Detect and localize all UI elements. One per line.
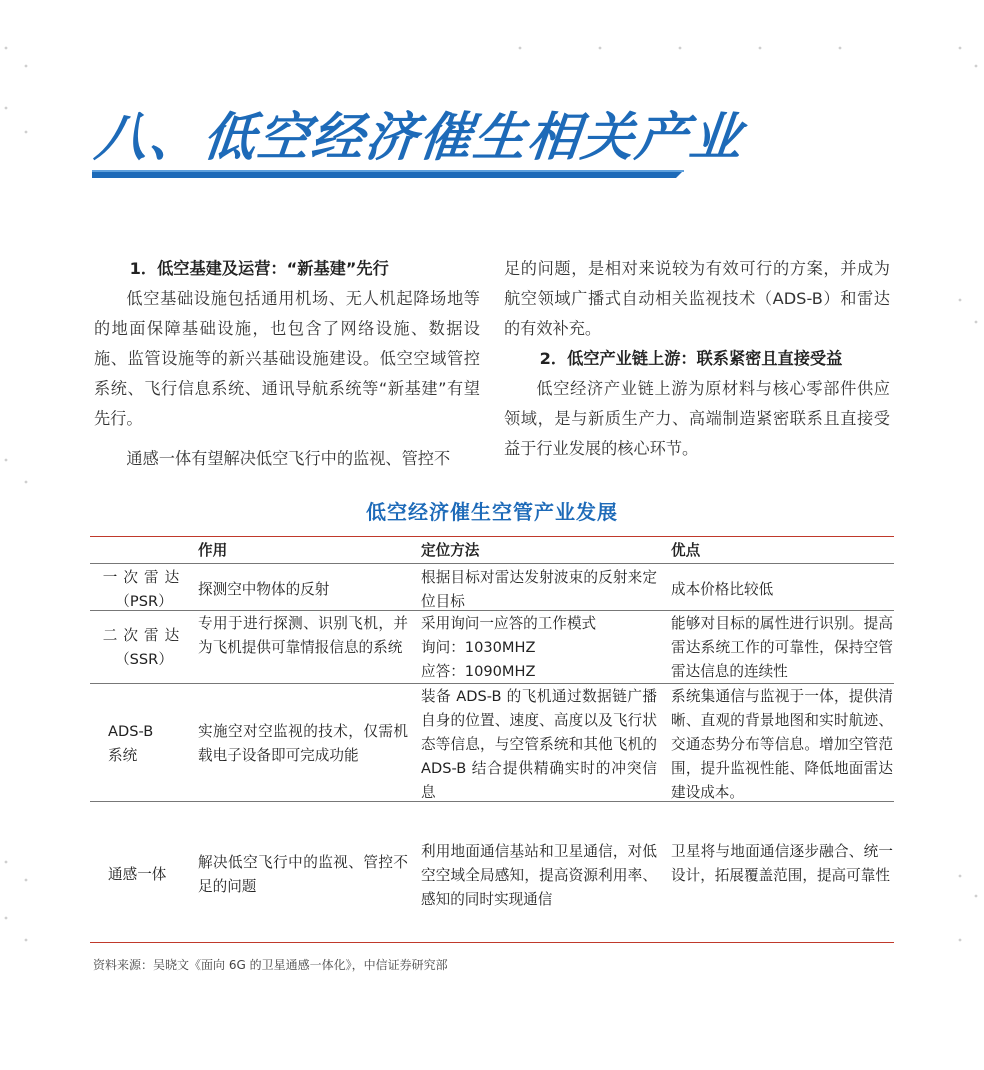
decorative-dot	[975, 65, 978, 68]
decorative-dot	[959, 875, 962, 878]
table-row-isac-method: 利用地面通信基站和卫星通信，对低空空域全局感知，提高资源利用率、感知的同时实现通信	[421, 843, 657, 908]
table-row-ssr-function: 专用于进行探测、识别飞机，并为飞机提供可靠情报信息的系统	[198, 615, 408, 656]
table-row-rule	[90, 610, 894, 611]
paragraph-isac-end: 足的问题，是相对来说较为有效可行的方案，并成为航空领域广播式自动相关监视技术（ADS-B）和雷达的有效补充。	[504, 259, 890, 338]
page-title: 八、低空经济催生相关产业	[92, 108, 747, 168]
decorative-dot	[519, 47, 522, 50]
table-row-psr-method: 根据目标对雷达发射波束的反射来定位目标	[421, 569, 657, 610]
decorative-dot	[5, 107, 8, 110]
table-row-isac-function: 解决低空飞行中的监视、管控不足的问题	[198, 854, 408, 895]
decorative-dot	[25, 879, 28, 882]
decorative-dot	[679, 47, 682, 50]
text-column-right	[504, 254, 890, 464]
title-underline	[92, 170, 684, 178]
table-bottom-rule	[90, 942, 894, 943]
table-row-isac-name: 通感一体	[108, 866, 167, 883]
text-column-left	[94, 254, 480, 474]
decorative-dot	[599, 47, 602, 50]
table-row-adsb-method: 装备 ADS-B 的飞机通过数据链广播自身的位置、速度、高度以及飞行状态等信息，与空管系统和其他飞机的 ADS-B 结合提供精确实时的冲突信息	[421, 688, 657, 801]
table-row-psr-name: 一次雷达 （PSR）	[102, 569, 186, 610]
source-note: 资料来源：吴晓文《面向 6G 的卫星通感一体化》，中信证券研究部	[93, 958, 448, 972]
paragraph-isac-start: 通感一体有望解决低空飞行中的监视、管控不	[126, 449, 451, 468]
table-row-ssr-name: 二次雷达 （SSR）	[102, 627, 186, 668]
table-row-psr-advantage: 成本价格比较低	[671, 581, 774, 598]
decorative-dot	[5, 917, 8, 920]
decorative-dot	[25, 939, 28, 942]
decorative-dot	[5, 47, 8, 50]
table-header-rule	[90, 563, 894, 564]
decorative-dot	[959, 939, 962, 942]
table-header-method: 定位方法	[421, 542, 480, 559]
table-row-psr-function: 探测空中物体的反射	[198, 581, 330, 598]
table-row-adsb-name: ADS-B 系统	[108, 723, 154, 764]
section-heading-1: 1．低空基建及运营：“新基建”先行	[129, 259, 389, 278]
decorative-dot	[959, 47, 962, 50]
paragraph-infrastructure: 低空基础设施包括通用机场、无人机起降场地等的地面保障基础设施，也包含了网络设施、数据设施、监管设施等的新兴基础设施建设。低空空域管控系统、飞行信息系统、通讯导航系统等“新基建”有望先行。	[94, 289, 480, 428]
table-header-function: 作用	[198, 542, 228, 559]
table-row-isac-advantage: 卫星将与地面通信逐步融合、统一设计，拓展覆盖范围，提高可靠性	[671, 843, 893, 884]
section-heading-2: 2．低空产业链上游：联系紧密且直接受益	[539, 349, 843, 368]
decorative-dot	[25, 131, 28, 134]
title-block	[92, 106, 747, 184]
table-row-rule	[90, 683, 894, 684]
decorative-dot	[759, 47, 762, 50]
table-row-ssr-method: 采用询问一应答的工作模式 询问：1030MHZ 应答：1090MHZ	[421, 615, 597, 680]
decorative-dot	[975, 321, 978, 324]
table-header-advantage: 优点	[671, 542, 701, 559]
decorative-dot	[5, 459, 8, 462]
table-top-rule	[90, 536, 894, 537]
paragraph-upstream: 低空经济产业链上游为原材料与核心零部件供应领域，是与新质生产力、高端制造紧密联系且直接受益于行业发展的核心环节。	[504, 379, 890, 458]
decorative-dot	[975, 895, 978, 898]
table-row-adsb-function: 实施空对空监视的技术，仅需机载电子设备即可完成功能	[198, 723, 408, 764]
decorative-dot	[959, 299, 962, 302]
decorative-dot	[25, 481, 28, 484]
decorative-dot	[5, 861, 8, 864]
table-row-ssr-advantage: 能够对目标的属性进行识别。提高雷达系统工作的可靠性，保持空管雷达信息的连续性	[671, 615, 893, 680]
decorative-dot	[25, 65, 28, 68]
table-row-adsb-advantage: 系统集通信与监视于一体，提供清晰、直观的背景地图和实时航迹、交通态势分布等信息。增加空管范围，提升监视性能、降低地面雷达建设成本。	[671, 688, 893, 801]
table-row-rule	[90, 801, 894, 802]
table-title: 低空经济催生空管产业发展	[366, 500, 618, 524]
decorative-dot	[839, 47, 842, 50]
